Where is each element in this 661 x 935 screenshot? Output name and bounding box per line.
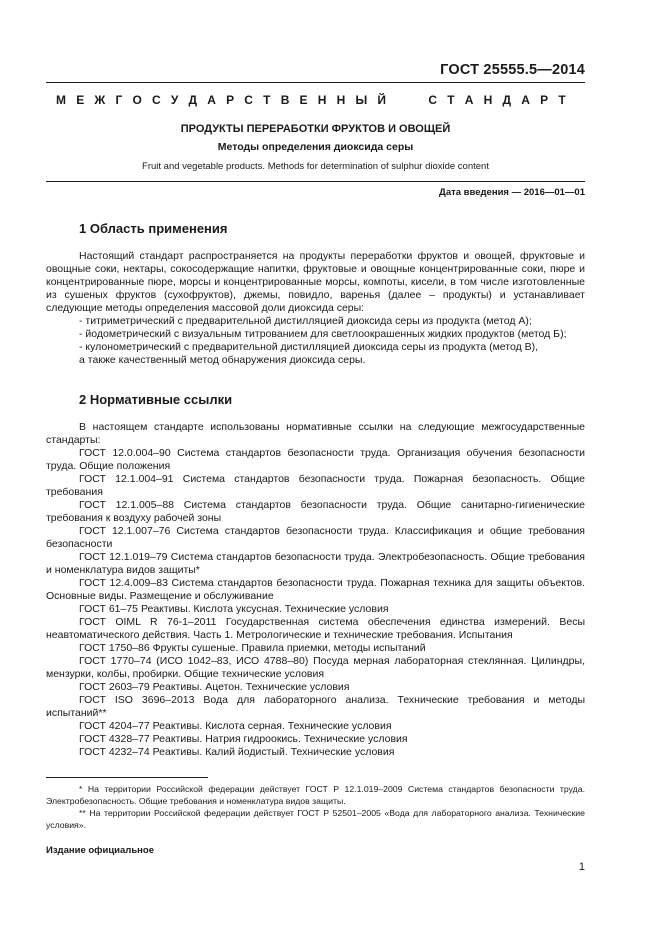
footnotes	[46, 783, 585, 831]
banner-letter: А	[464, 93, 474, 107]
reference-item: ГОСТ 4232–74 Реактивы. Калий йодистый. Технические условия	[79, 746, 395, 758]
banner-letter: Г	[115, 93, 123, 107]
scope-method-a: - титриметрический с предварительной дистилляцией диоксида серы из продукта (метод А);	[79, 315, 532, 327]
banner-letter: О	[132, 93, 142, 107]
banner-letter: Р	[226, 93, 235, 107]
banner-letter: М	[56, 93, 66, 107]
reference-item: ГОСТ 1750–86 Фрукты сушеные. Правила приемки, методы испытаний	[79, 642, 426, 654]
document-number: ГОСТ 25555.5—2014	[440, 62, 585, 78]
banner-letter: В	[280, 93, 290, 107]
banner-letter: Д	[502, 93, 512, 107]
banner-letter: А	[207, 93, 216, 107]
banner-letter: Р	[540, 93, 549, 107]
reference-item: ГОСТ 12.1.005–88 Система стандартов безопасности труда. Общие санитарно-гигиенические требования к воздуху рабочей зоны	[46, 499, 585, 524]
banner-letter: С	[244, 93, 253, 107]
banner-letter: Н	[317, 93, 327, 107]
header-rule	[46, 82, 585, 83]
scope-intro: Настоящий стандарт распространяется на продукты переработки фруктов и овощей, фруктовые и овощные соки, нектары, сокосодержащие напитки, фруктовые и овощные концентрированные соки, пюре и концентрированные пюре, морсы и концентрированные морсы, компоты, кисели, в том числе изготовленные из сушеных фруктов (сухофруктов), джемы, повидло, варенья (далее – продукты) и устанавливает следующие методы определения массовой доли диоксида серы:	[46, 250, 585, 314]
banner-letter: Т	[558, 93, 566, 107]
title-rule	[46, 181, 585, 182]
banner-letter: Е	[299, 93, 308, 107]
official-edition-label: Издание официальное	[46, 845, 154, 856]
interstate-standard-banner	[56, 93, 566, 107]
banner-letter: Н	[336, 93, 346, 107]
footnote-1: * На территории Российской федерации действует ГОСТ Р 12.1.019–2009 Система стандартов безопасности труда. Электробезопасность. Общие требования и номенклатура видов защиты.	[46, 784, 585, 806]
scope-qualitative: а также качественный метод обнаружения диоксида серы.	[79, 354, 366, 366]
banner-letter: Й	[377, 93, 387, 107]
reference-item: ГОСТ 1770–74 (ИСО 1042–83, ИСО 4788–80) Посуда мерная лабораторная стеклянная. Цилиндры, мензурки, колбы, пробирки. Общие технические условия	[46, 655, 585, 680]
reference-item: ГОСТ 12.4.009–83 Система стандартов безопасности труда. Пожарная техника для защиты объектов. Основные виды. Размещение и обслуживание	[46, 577, 585, 602]
reference-item: ГОСТ 12.1.004–91 Система стандартов безопасности труда. Пожарная безопасность. Общие требования	[46, 473, 585, 498]
reference-item: ГОСТ 12.0.004–90 Система стандартов безопасности труда. Организация обучения безопасности труда. Общие положения	[46, 447, 585, 472]
banner-spacer	[396, 93, 418, 107]
reference-item: ГОСТ 12.1.007–76 Система стандартов безопасности труда. Классификация и общие требования безопасности	[46, 525, 585, 550]
reference-item: ГОСТ 61–75 Реактивы. Кислота уксусная. Технические условия	[79, 603, 389, 615]
banner-letter: Ж	[94, 93, 106, 107]
reference-item: ГОСТ 4204–77 Реактивы. Кислота серная. Технические условия	[79, 720, 392, 732]
document-title: ПРОДУКТЫ ПЕРЕРАБОТКИ ФРУКТОВ И ОВОЩЕЙ	[180, 123, 451, 135]
document-subtitle: Методы определения диоксида серы	[217, 141, 414, 153]
references-body	[46, 421, 585, 759]
scope-body	[46, 250, 585, 367]
banner-letter: Т	[447, 93, 455, 107]
reference-item: ГОСТ 12.1.019–79 Система стандартов безопасности труда. Электробезопасность. Общие требования и номенклатура видов защиты*	[46, 551, 585, 576]
section-heading-scope: 1 Область применения	[79, 221, 228, 236]
reference-item: ГОСТ 2603–79 Реактивы. Ацетон. Технические условия	[79, 681, 350, 693]
page-number: 1	[578, 861, 585, 873]
english-title: Fruit and vegetable products. Methods for determination of sulphur dioxide content	[142, 161, 489, 172]
banner-letter: С	[151, 93, 161, 107]
reference-item: ГОСТ 4328–77 Реактивы. Натрия гидроокись. Технические условия	[79, 733, 408, 745]
footnote-2: ** На территории Российской федерации действует ГОСТ Р 52501–2005 «Вода для лабораторного анализа. Технические условия».	[46, 808, 585, 830]
banner-letter: Ы	[355, 93, 368, 107]
banner-letter: Е	[76, 93, 85, 107]
reference-item: ГОСТ OIML R 76-1–2011 Государственная система обеспечения единства измерений. Весы неавтоматического действия. Часть 1. Метрологические и технические требования. Испытания	[46, 616, 585, 641]
banner-letter: Д	[188, 93, 198, 107]
footnote-rule	[46, 777, 208, 778]
references-intro: В настоящем стандарте использованы нормативные ссылки на следующие межгосударственные стандарты:	[46, 421, 585, 446]
banner-letter: С	[428, 93, 438, 107]
reference-item: ГОСТ ISO 3696–2013 Вода для лабораторного анализа. Технические требования и методы испытаний**	[46, 694, 585, 719]
banner-letter: Т	[263, 93, 271, 107]
banner-letter: А	[521, 93, 530, 107]
banner-letter: У	[170, 93, 179, 107]
scope-method-b: - йодометрический с визуальным титрованием для светлоокрашенных жидких продуктов (метод Б);	[79, 328, 567, 340]
banner-letter: Н	[483, 93, 493, 107]
introduction-date: Дата введения — 2016—01—01	[439, 187, 585, 198]
section-heading-references: 2 Нормативные ссылки	[79, 392, 233, 407]
scope-method-c: - кулонометрический с предварительной дистилляцией диоксида серы из продукта (метод В),	[79, 341, 539, 353]
